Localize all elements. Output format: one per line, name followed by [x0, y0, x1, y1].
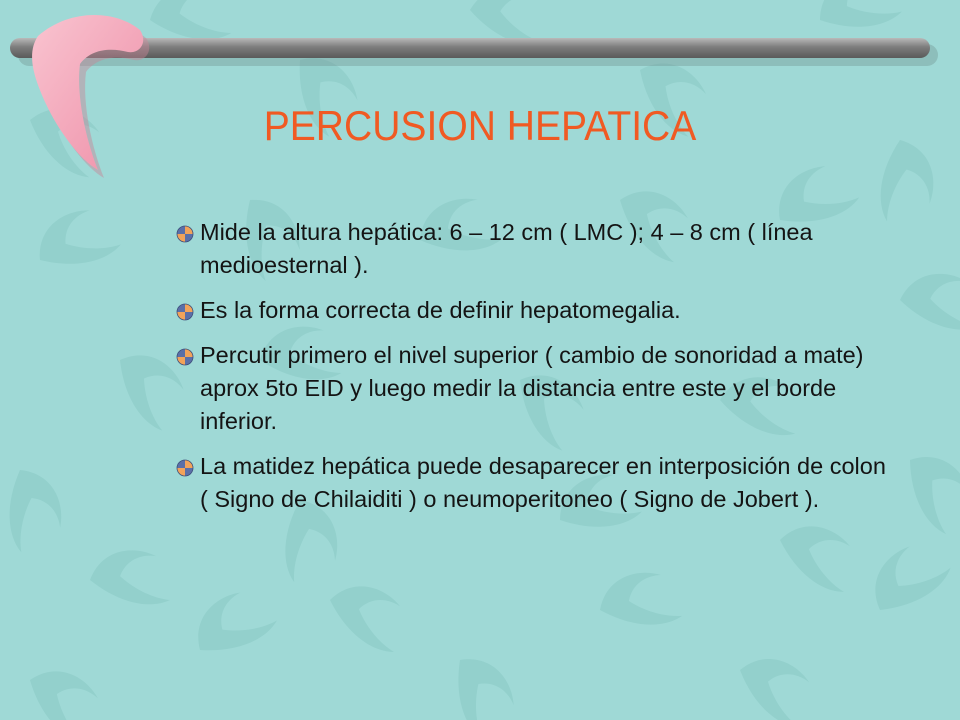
- bullet-text: La matidez hepática puede desaparecer en interposición de colon ( Signo de Chilaiditi ) o neumoperitoneo ( Signo de Jobert ).: [200, 453, 886, 512]
- slide-title: PERCUSION HEPATICA: [263, 102, 697, 149]
- bullet-item: [172, 216, 892, 282]
- bullet-item: [172, 339, 892, 438]
- bullet-text: Percutir primero el nivel superior ( cambio de sonoridad a mate) aprox 5to EID y luego medir la distancia entre este y el borde inferior.: [200, 342, 864, 434]
- sphere-bullet-icon: [176, 459, 194, 477]
- sphere-bullet-icon: [176, 225, 194, 243]
- bullet-list: [172, 216, 892, 528]
- bullet-item: [172, 450, 892, 516]
- bullet-text: Mide la altura hepática: 6 – 12 cm ( LMC ); 4 – 8 cm ( línea medioesternal ).: [200, 219, 813, 278]
- top-bar: [10, 38, 938, 66]
- sphere-bullet-icon: [176, 303, 194, 321]
- bullet-text: Es la forma correcta de definir hepatomegalia.: [200, 297, 681, 323]
- sphere-bullet-icon: [176, 348, 194, 366]
- bullet-item: [172, 294, 892, 327]
